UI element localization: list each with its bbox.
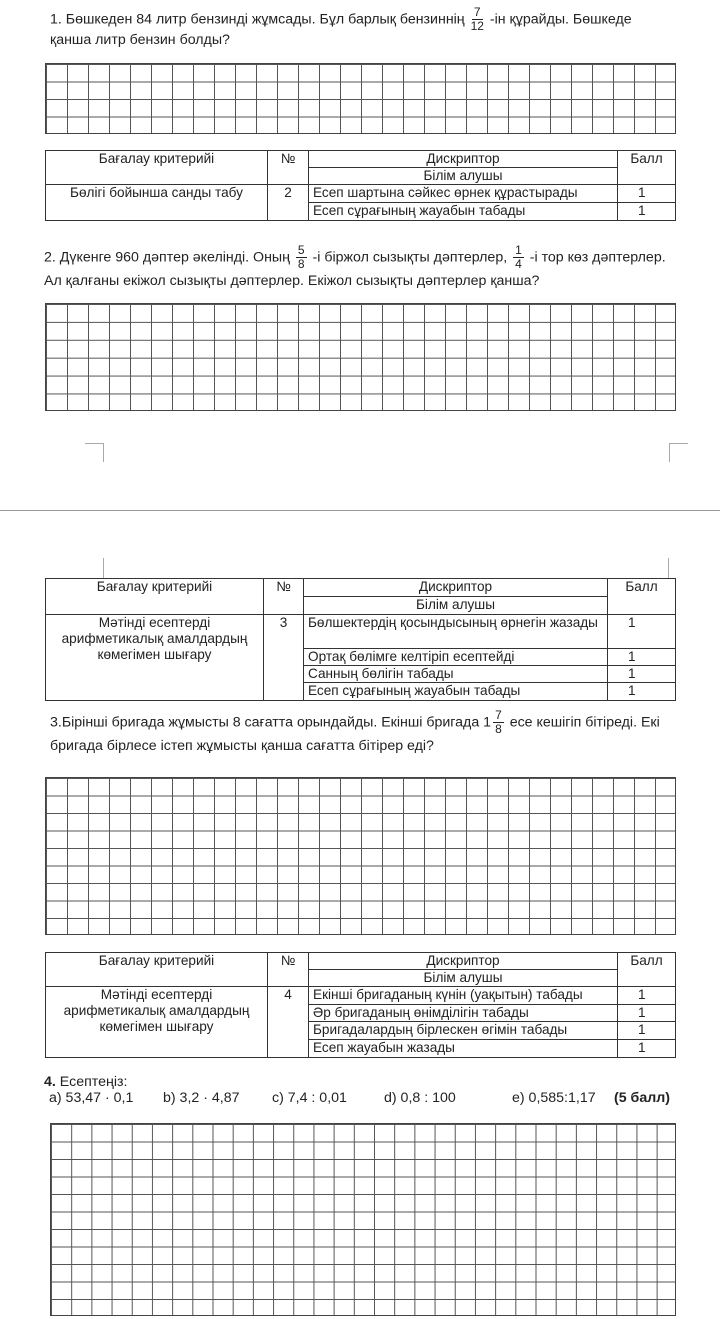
criteria-header: Бағалау критерийі	[46, 151, 268, 185]
descriptor-cell: Бөлшектердің қосындысының өрнегін жазады	[304, 615, 608, 649]
q4-item-b: b) 3,2 · 4,87	[163, 1090, 240, 1106]
score-cell: 1	[608, 615, 676, 649]
criteria-cell: Мәтінді есептерді арифметикалық амалдардың көмегімен шығару	[46, 615, 264, 701]
no-cell: 2	[268, 185, 309, 221]
no-header: №	[268, 151, 309, 185]
frac-num: 7	[495, 708, 502, 722]
q4-item-e: e) 0,585:1,17	[512, 1090, 596, 1106]
student-header: Білім алушы	[309, 970, 618, 987]
descriptor-cell: Есеп сұрағының жауабын табады	[309, 203, 618, 221]
q1-text-after: -ін құрайды. Бөшкеде	[489, 11, 632, 28]
answer-grid-3[interactable]	[45, 777, 676, 935]
descriptor-header: Дискриптор	[309, 151, 618, 168]
no-header: №	[264, 579, 304, 615]
page-break	[0, 510, 720, 511]
answer-grid-4[interactable]	[50, 1123, 676, 1316]
descriptor-cell: Есеп жауабын жазады	[309, 1040, 618, 1058]
score-cell: 1	[608, 666, 676, 683]
q2-fraction-2	[513, 244, 524, 271]
q3-fraction	[493, 709, 504, 736]
frac-num: 1	[515, 243, 522, 257]
score-cell: 1	[618, 185, 676, 203]
score-cell: 1	[618, 203, 676, 221]
no-header: №	[268, 953, 309, 987]
q4-item-c: c) 7,4 : 0,01	[272, 1090, 347, 1106]
criteria-header: Бағалау критерийі	[46, 953, 268, 987]
frac-den: 4	[515, 257, 522, 271]
q2-line2: Ал қалғаны екіжол сызықты дәптерлер. Екіжол сызықты дәптерлер қанша?	[44, 273, 540, 289]
student-header: Білім алушы	[304, 597, 608, 615]
frac-den: 8	[495, 722, 502, 736]
q1-text: 1. Бөшкеден 84 литр бензинді жұмсады. Бұл барлық бензиннің	[50, 11, 465, 28]
score-cell: 1	[618, 1022, 676, 1040]
corner-mark	[668, 558, 669, 578]
q4-title	[44, 1074, 127, 1090]
descriptor-cell: Есеп сұрағының жауабын табады	[304, 683, 608, 701]
no-cell: 4	[268, 987, 309, 1058]
q3-text: есе кешігіп бітіреді. Екі	[509, 714, 660, 731]
frac-den: 8	[297, 257, 305, 271]
score-cell: 1	[618, 987, 676, 1005]
q1-line2: қанша литр бензин болды?	[50, 32, 230, 48]
score-cell: 1	[618, 1005, 676, 1022]
q3-line1	[50, 709, 660, 736]
descriptor-cell: Санның бөлігін табады	[304, 666, 608, 683]
descriptor-header: Дискриптор	[309, 953, 618, 970]
corner-mark	[85, 443, 104, 462]
score-header: Балл	[618, 151, 676, 185]
assessment-table-1	[45, 150, 676, 221]
frac-den: 12	[470, 19, 484, 33]
assessment-table-3	[45, 952, 676, 1058]
frac-num: 7	[473, 5, 481, 19]
score-header: Балл	[608, 579, 676, 615]
score-header: Балл	[618, 953, 676, 987]
student-header: Білім алушы	[309, 168, 618, 185]
frac-num: 5	[297, 243, 305, 257]
score-cell: 1	[618, 1040, 676, 1058]
no-cell: 3	[264, 615, 304, 701]
answer-grid-2[interactable]	[45, 303, 676, 411]
descriptor-cell: Әр бригаданың өнімділігін табады	[309, 1005, 618, 1022]
score-cell: 1	[608, 683, 676, 701]
score-cell: 1	[608, 649, 676, 666]
criteria-cell: Бөлігі бойынша санды табу	[46, 185, 268, 221]
criteria-header: Бағалау критерийі	[46, 579, 264, 615]
q3-line2: бригада бірлесе істеп жұмысты қанша сағатта бітірер еді?	[50, 738, 434, 754]
criteria-cell: Мәтінді есептерді арифметикалық амалдардың көмегімен шығару	[46, 987, 268, 1058]
descriptor-cell: Есеп шартына сәйкес өрнек құрастырады	[309, 185, 618, 203]
descriptor-cell: Екінші бригаданың күнін (уақытын) табады	[309, 987, 618, 1005]
q2-fraction-1	[296, 244, 307, 271]
q3-text: 3.Бірінші бригада жұмысты 8 сағатта орындайды. Екінші бригада 1	[50, 714, 492, 731]
q1-fraction	[471, 6, 484, 33]
assessment-table-2	[45, 578, 676, 701]
q2-text: -і тор көз дәптерлер.	[529, 249, 666, 266]
q2-text: 2. Дүкенге 960 дәптер әкелінді. Оның	[44, 249, 290, 266]
corner-mark	[103, 558, 104, 578]
q4-item-d: d) 0,8 : 100	[384, 1090, 456, 1106]
q4-item-a: a) 53,47 · 0,1	[49, 1090, 134, 1106]
q4-items	[0, 1090, 720, 1108]
answer-grid-1[interactable]	[45, 63, 676, 134]
descriptor-header: Дискриптор	[304, 579, 608, 597]
descriptor-cell: Ортақ бөлімге келтіріп есептейді	[304, 649, 608, 666]
corner-mark	[669, 443, 688, 462]
q2-text: -і біржол сызықты дәптерлер,	[312, 249, 508, 266]
descriptor-cell: Бригадалардың бірлескен өгімін табады	[309, 1022, 618, 1040]
q4-points: (5 балл)	[614, 1090, 670, 1106]
q4-title-text: Есептеңіз:	[59, 1074, 128, 1090]
q1-line1	[50, 6, 632, 33]
q2-line1	[44, 244, 666, 271]
q4-number: 4.	[44, 1074, 56, 1090]
